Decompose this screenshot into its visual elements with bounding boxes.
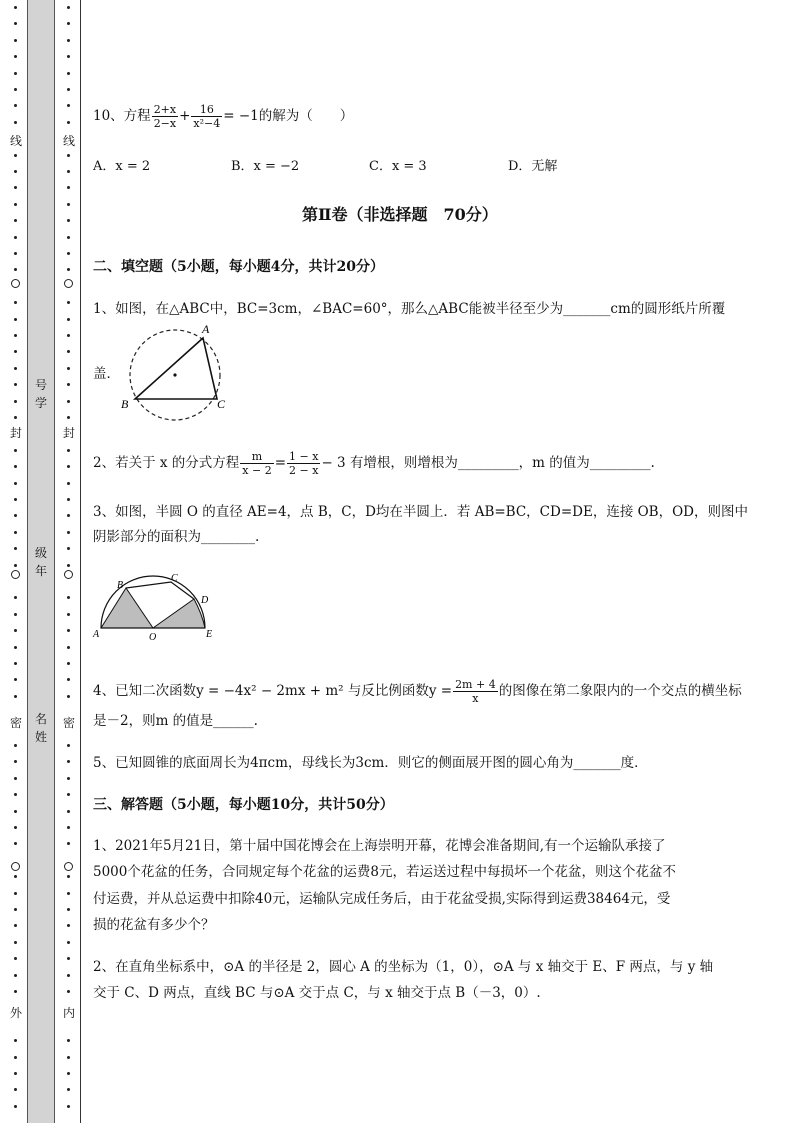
fill3-line2: 阴影部分的面积为________. xyxy=(93,529,260,545)
binding-dot xyxy=(14,154,17,157)
fill4-frac-num: 2m + 4 xyxy=(455,678,496,691)
binding-dot xyxy=(67,974,70,977)
binding-dot xyxy=(67,203,70,206)
binding-dot xyxy=(67,1105,70,1108)
binding-dot xyxy=(67,219,70,222)
q10-plus: + xyxy=(179,108,191,124)
fig3-label-a: A xyxy=(93,629,100,640)
binding-dot xyxy=(14,219,17,222)
binding-dot xyxy=(67,72,70,75)
binding-dot xyxy=(14,875,17,878)
q10-frac2-den: x²−4 xyxy=(193,117,221,130)
binding-dot xyxy=(67,875,70,878)
fill2-frac2-den: 2 − x xyxy=(289,464,319,477)
binding-dot xyxy=(67,498,70,501)
binding-dot xyxy=(67,22,70,25)
q10-stem xyxy=(93,103,353,130)
binding-dot xyxy=(14,1039,17,1042)
solve1-line1: 1、2021年5月21日，第十届中国花博会在上海崇明开幕，花博会准备期间,有一个运输队承接了 xyxy=(93,838,666,854)
outer-label-xian: 线 xyxy=(10,134,23,148)
binding-dot xyxy=(14,367,17,370)
binding-dot xyxy=(14,1072,17,1075)
fill2-frac2-num: 1 − x xyxy=(289,450,319,463)
binding-dot xyxy=(14,990,17,993)
section-answer-heading: 三、解答题（5小题，每小题10分，共计50分） xyxy=(93,797,394,813)
binding-dot xyxy=(14,596,17,599)
binding-dot xyxy=(67,842,70,845)
fill4-suffix: 的图像在第二象限内的一个交点的横坐标 xyxy=(498,683,742,699)
binding-dot xyxy=(67,350,70,353)
inner-label-feng: 封 xyxy=(63,426,76,440)
binding-dot xyxy=(67,400,70,403)
q10-option-a: A．x = 2 xyxy=(93,159,151,174)
q10-option-b: B．x = −2 xyxy=(231,159,300,174)
binding-dot xyxy=(67,695,70,698)
fill1-line2: 盖． xyxy=(93,366,120,382)
binding-dot xyxy=(67,252,70,255)
binding-hole-circle xyxy=(64,570,73,579)
binding-dot xyxy=(67,793,70,796)
circle-center-dot xyxy=(173,373,176,376)
fill4-fraction xyxy=(453,678,498,705)
binding-hole-circle xyxy=(11,862,20,871)
binding-dot xyxy=(67,531,70,534)
binding-dot xyxy=(67,236,70,239)
binding-dot xyxy=(67,104,70,107)
binding-dot xyxy=(67,908,70,911)
class-field: 级年 xyxy=(34,546,47,578)
binding-dot xyxy=(67,957,70,960)
fill2-equals: = xyxy=(274,455,287,471)
shaded-region-left xyxy=(101,588,153,628)
binding-dot xyxy=(14,22,17,25)
inner-label-xian: 线 xyxy=(63,134,76,148)
inner-label-nei: 内 xyxy=(63,1006,76,1020)
fill4-frac-den: x xyxy=(472,692,479,705)
binding-dot xyxy=(67,990,70,993)
section-fill-blank-heading: 二、填空题（5小题，每小题4分，共计20分） xyxy=(93,259,384,275)
q10-option-d: D．无解 xyxy=(508,159,558,174)
binding-dot xyxy=(14,203,17,206)
fig3-label-b: B xyxy=(117,580,124,591)
fig3-label-d: D xyxy=(201,595,209,606)
margin-border-line xyxy=(80,0,81,1123)
binding-dot xyxy=(14,400,17,403)
binding-dot xyxy=(67,55,70,58)
binding-dot xyxy=(14,72,17,75)
binding-dot xyxy=(67,1056,70,1059)
binding-dot xyxy=(67,6,70,9)
binding-dot xyxy=(14,695,17,698)
binding-dot xyxy=(14,252,17,255)
binding-dot xyxy=(14,777,17,780)
binding-dot xyxy=(67,892,70,895)
q10-frac1-num: 2+x xyxy=(153,103,177,116)
fill4-line2: 是－2，则m 的值是______. xyxy=(93,713,258,729)
binding-hole-circle xyxy=(11,570,20,579)
binding-dot xyxy=(67,1072,70,1075)
binding-dot xyxy=(14,957,17,960)
q10-prefix: 10、方程 xyxy=(93,108,151,124)
solve2-line2: 交于 C、D 两点，直线 BC 与⊙A 交于点 C，与 x 轴交于点 B（－3，0）. xyxy=(93,985,541,1001)
binding-dot xyxy=(14,334,17,337)
binding-dot xyxy=(67,186,70,189)
fig1-label-a: A xyxy=(202,322,210,336)
q10-fraction-1 xyxy=(152,103,178,130)
q10-suffix: = −1的解为（ ） xyxy=(223,108,354,124)
binding-dot xyxy=(14,662,17,665)
fill2-suffix: − 3 有增根，则增根为_________，m 的值为_________. xyxy=(321,455,655,471)
binding-dot xyxy=(67,547,70,550)
fill2-frac1-num: m xyxy=(240,450,273,464)
binding-dot xyxy=(14,350,17,353)
q10-option-c: C．x = 3 xyxy=(369,159,427,174)
inner-dot-column xyxy=(63,0,75,1123)
part2-title: 第Ⅱ卷（非选择题 70分） xyxy=(302,205,498,224)
binding-dot xyxy=(67,760,70,763)
outer-label-wai: 外 xyxy=(10,1006,23,1020)
solve1-line2: 5000个花盆的任务，合同规定每个花盆的运费8元，若运送过程中每损坏一个花盆，则这个花盆不 xyxy=(93,864,676,880)
fill1-triangle-circle-figure xyxy=(118,318,230,426)
binding-dot xyxy=(67,646,70,649)
binding-dot xyxy=(14,186,17,189)
fill2-frac1-den: x − 2 xyxy=(242,464,272,477)
outer-label-feng: 封 xyxy=(10,426,23,440)
binding-hole-circle xyxy=(64,862,73,871)
binding-dot xyxy=(67,629,70,632)
binding-dot xyxy=(14,974,17,977)
binding-dot xyxy=(14,465,17,468)
binding-dot xyxy=(14,629,17,632)
binding-dot xyxy=(67,1088,70,1091)
student-number-field: 号学 xyxy=(34,378,47,410)
binding-hole-circle xyxy=(64,279,73,288)
binding-dot xyxy=(14,55,17,58)
student-info-strip xyxy=(27,0,55,1123)
binding-dot xyxy=(14,760,17,763)
binding-dot xyxy=(14,121,17,124)
binding-dot xyxy=(67,564,70,567)
binding-hole-circle xyxy=(11,279,20,288)
binding-dot xyxy=(67,334,70,337)
fill2-fraction-1 xyxy=(240,450,273,477)
inner-label-mi: 密 xyxy=(63,716,76,730)
triangle-abc xyxy=(135,338,217,399)
binding-dot xyxy=(14,826,17,829)
binding-dot xyxy=(67,662,70,665)
binding-dot xyxy=(14,301,17,304)
binding-dot xyxy=(67,465,70,468)
binding-dot xyxy=(67,449,70,452)
binding-dot xyxy=(67,826,70,829)
binding-dot xyxy=(67,744,70,747)
binding-dot xyxy=(67,941,70,944)
shaded-region-right xyxy=(153,599,205,628)
binding-dot xyxy=(14,613,17,616)
binding-dot xyxy=(14,1088,17,1091)
fig3-label-e: E xyxy=(206,629,213,640)
binding-dot xyxy=(67,121,70,124)
outer-label-mi: 密 xyxy=(10,716,23,730)
binding-dot xyxy=(67,810,70,813)
fig1-label-c: C xyxy=(217,397,226,411)
binding-dot xyxy=(14,383,17,386)
fill4-line1 xyxy=(93,678,742,705)
binding-dot xyxy=(67,301,70,304)
binding-dot xyxy=(14,170,17,173)
binding-dot xyxy=(14,547,17,550)
fill2-fraction-2 xyxy=(287,450,320,477)
binding-dot xyxy=(14,318,17,321)
binding-dot xyxy=(67,88,70,91)
binding-dot xyxy=(14,498,17,501)
binding-dot xyxy=(67,482,70,485)
binding-dot xyxy=(67,416,70,419)
binding-dot xyxy=(67,367,70,370)
binding-dot xyxy=(14,1056,17,1059)
binding-dot xyxy=(14,268,17,271)
binding-dot xyxy=(14,924,17,927)
binding-dot xyxy=(14,236,17,239)
binding-dot xyxy=(14,564,17,567)
binding-dot xyxy=(14,104,17,107)
fig1-label-b: B xyxy=(121,397,129,411)
binding-dot xyxy=(67,777,70,780)
binding-dot xyxy=(14,416,17,419)
chord-path xyxy=(126,582,194,599)
fill3-line1: 3、如图，半圆 O 的直径 AE=4，点 B，C，D均在半圆上．若 AB=BC，CD=DE，连接 OB，OD，则图中 xyxy=(93,504,748,520)
binding-dot xyxy=(67,383,70,386)
binding-dot xyxy=(14,941,17,944)
fill5-line: 5、已知圆锥的底面周长为4πcm，母线长为3cm．则它的侧面展开图的圆心角为_______度． xyxy=(93,755,648,771)
q10-frac2-num: 16 xyxy=(191,103,222,117)
binding-dot xyxy=(14,39,17,42)
binding-dot xyxy=(67,514,70,517)
binding-dot xyxy=(14,514,17,517)
q10-fraction-2 xyxy=(191,103,222,130)
binding-dot xyxy=(67,924,70,927)
fill4-prefix: 4、已知二次函数y = −4x² − 2mx + m² 与反比例函数y = xyxy=(93,683,453,699)
binding-dot xyxy=(14,810,17,813)
q10-frac1-den: 2−x xyxy=(153,117,177,130)
binding-dot xyxy=(67,170,70,173)
binding-dot xyxy=(14,646,17,649)
fill2-prefix: 2、若关于 x 的分式方程 xyxy=(93,455,240,471)
binding-dot xyxy=(67,678,70,681)
binding-dot xyxy=(14,908,17,911)
binding-dot xyxy=(14,678,17,681)
fig3-label-c: C xyxy=(171,573,178,584)
binding-dot xyxy=(14,744,17,747)
outer-dot-column xyxy=(10,0,22,1123)
solve2-line1: 2、在直角坐标系中，⊙A 的半径是 2，圆心 A 的坐标为（1，0），⊙A 与 x 轴交于 E、F 两点，与 y 轴 xyxy=(93,959,714,975)
name-field: 名姓 xyxy=(34,712,47,744)
binding-dot xyxy=(14,892,17,895)
binding-dot xyxy=(14,449,17,452)
fill3-semicircle-figure xyxy=(92,570,222,642)
solve1-line4: 损的花盆有多少个？ xyxy=(93,917,215,933)
binding-dot xyxy=(14,531,17,534)
binding-dot xyxy=(67,154,70,157)
binding-dot xyxy=(67,613,70,616)
binding-dot xyxy=(14,842,17,845)
binding-dot xyxy=(67,268,70,271)
binding-dot xyxy=(67,39,70,42)
solve1-line3: 付运费，并从总运费中扣除40元，运输队完成任务后，由于花盆受损,实际得到运费38464元，受 xyxy=(93,891,671,907)
binding-dot xyxy=(67,1039,70,1042)
binding-dot xyxy=(14,793,17,796)
binding-dot xyxy=(67,318,70,321)
binding-dot xyxy=(14,6,17,9)
binding-dot xyxy=(14,88,17,91)
fill2-line xyxy=(93,450,655,477)
fig3-label-o: O xyxy=(149,632,157,642)
binding-dot xyxy=(14,482,17,485)
binding-dot xyxy=(67,596,70,599)
fill1-line1: 1、如图，在△ABC中，BC=3cm，∠BAC=60°，那么△ABC能被半径至少为_______cm的圆形纸片所覆 xyxy=(93,301,726,317)
binding-dot xyxy=(14,1105,17,1108)
